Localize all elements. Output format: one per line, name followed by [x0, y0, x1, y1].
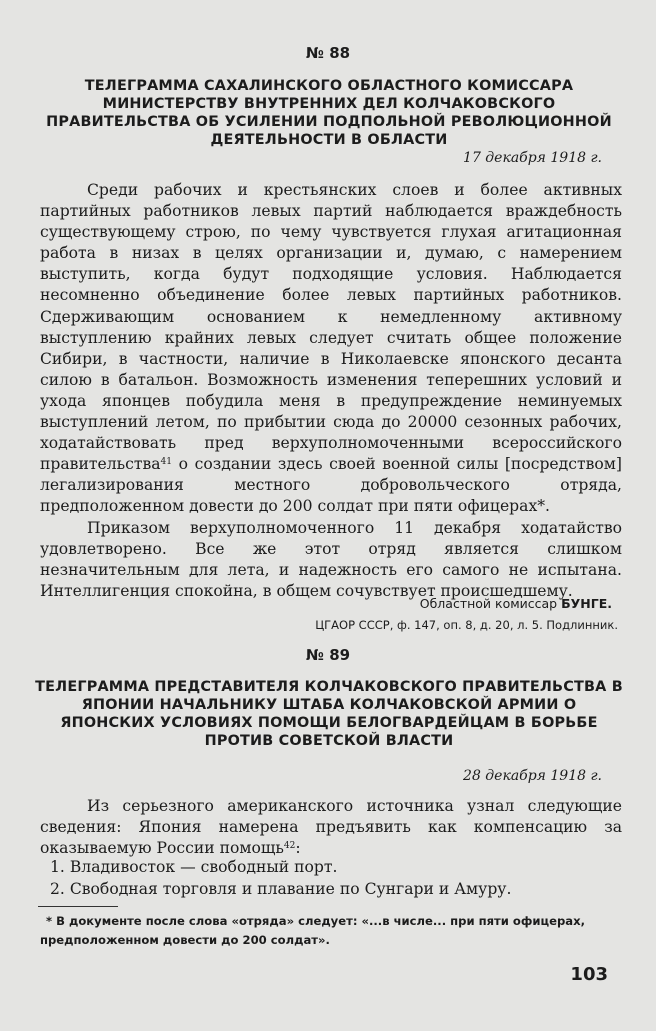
document-date-88: 17 декабря 1918 г.	[463, 150, 602, 166]
footnote: * В документе после слова «отряда» следует: «...в числе... при пяти офицерах, предположенном довести до 200 солдат».	[40, 914, 585, 947]
list-item: 1. Владивосток — свободный порт.	[50, 858, 338, 876]
conditions-list	[40, 856, 622, 900]
document-number-88: № 88	[305, 44, 351, 62]
document-number-89: № 89	[305, 646, 351, 664]
document-title-89: ТЕЛЕГРАММА ПРЕДСТАВИТЕЛЯ КОЛЧАКОВСКОГО ПРАВИТЕЛЬСТВА В ЯПОНИИ НАЧАЛЬНИКУ ШТАБА КОЛЧАКОВСКОЙ АРМИИ О ЯПОНСКИХ УСЛОВИЯХ ПОМОЩИ БЕЛОГВАРДЕЙЦАМ В БОРЬБЕ ПРОТИВ СОВЕТСКОЙ ВЛАСТИ	[35, 679, 623, 749]
archive-source: ЦГАОР СССР, ф. 147, оп. 8, д. 20, л. 5. Подлинник.	[315, 618, 618, 632]
paragraph-1: Из серьезного американского источника узнал следующие сведения: Япония намерена предъявить как компенсацию за оказываемую России помощь$^{42}$:	[40, 797, 622, 858]
paragraph-2: Приказом верхуполномоченного 11 декабря ходатайство удовлетворено. Все же этот отряд является слишком незначительным для лета, и надежность его самого не испытана. Интеллигенция спокойна, в общем сочувствует происшедшему.	[40, 518, 622, 600]
document-body-88	[40, 180, 622, 602]
footnote-ref-42: 42	[283, 841, 296, 852]
document-date-89: 28 декабря 1918 г.	[463, 768, 602, 784]
signature: Областной комиссар БУНГЕ.	[419, 596, 612, 611]
document-title-88: ТЕЛЕГРАММА САХАЛИНСКОГО ОБЛАСТНОГО КОМИССАРА МИНИСТЕРСТВУ ВНУТРЕННИХ ДЕЛ КОЛЧАКОВСКОГО ПРАВИТЕЛЬСТВА ОБ УСИЛЕНИИ ПОДПОЛЬНОЙ РЕВОЛЮЦИОННОЙ ДЕЯТЕЛЬНОСТИ В ОБЛАСТИ	[46, 78, 612, 148]
paragraph-1: Среди рабочих и крестьянских слоев и более активных партийных работников левых партий наблюдается враждебность существующему строю, по чему чувствуется глухая агитационная работа в низах в целях организации и, думаю, с намерением выступить, когда будут подходящие условия. Наблюдается несомненно объединение более левых партийных работников. Сдерживающим основанием к немедленному активному выступлению крайних левых следует считать общее положение Сибири, в частности, наличие в Николаевске японского десанта силою в батальон. Возможность изменения теперешних условий и ухода японцев побудила меня в предупреждение неминуемых выступлений летом, по прибытии сюда до 20000 сезонных рабочих, ходатайствовать пред верхуполномоченными всероссийского правительства$^{41}$ о создании здесь своей военной силы [посредством] легализирования местного добровольческого отряда, предположенном довести до 200 солдат при пяти офицерах*.	[40, 181, 622, 516]
document-body-89	[40, 796, 622, 859]
list-item: 2. Свободная торговля и плавание по Сунгари и Амуру.	[50, 880, 512, 898]
page-number: 103	[570, 964, 608, 985]
footnote-ref-41: 41	[160, 457, 172, 468]
footnote-divider	[38, 906, 118, 907]
